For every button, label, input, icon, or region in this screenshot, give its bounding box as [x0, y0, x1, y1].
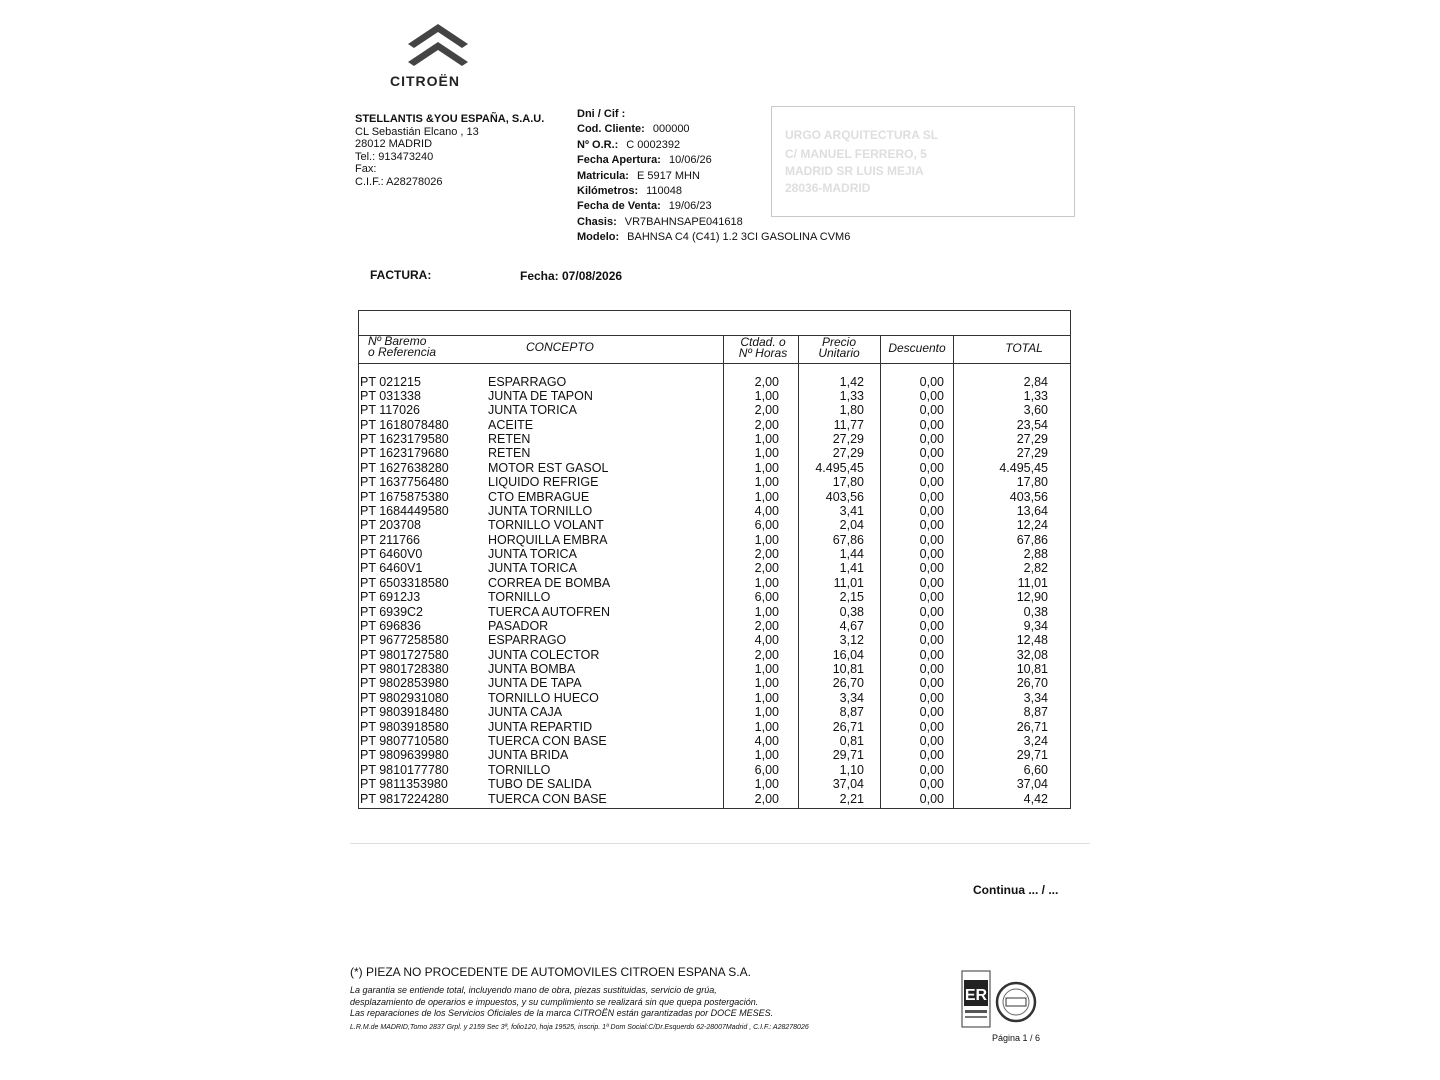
cell-concepto: RETEN: [488, 446, 531, 461]
cell-discount: 0,00: [919, 791, 944, 806]
cell-price: 37,04: [832, 777, 864, 792]
invoice-label: FACTURA:: [370, 268, 432, 282]
company-tel: Tel.: 913473240: [355, 150, 434, 163]
cell-price: 3,34: [839, 690, 864, 705]
cell-ref: PT 9807710580: [360, 734, 449, 748]
company-block: [355, 113, 544, 188]
cell-qty: 1,00: [754, 575, 779, 590]
cell-ref: PT 031338: [360, 388, 421, 403]
citroen-chevrons-logo: [404, 18, 472, 70]
cell-concepto: TORNILLO HUECO: [488, 690, 599, 705]
cell-ref: PT 1675875380: [360, 489, 449, 504]
cell-qty: 2,00: [754, 791, 779, 806]
cell-concepto: JUNTA DE TAPA: [488, 676, 582, 691]
cell-total: 12,48: [1016, 633, 1048, 648]
header-qty: Ctdad. o Nº Horas: [738, 335, 788, 360]
cell-discount: 0,00: [919, 719, 944, 734]
header-total: TOTAL: [1005, 341, 1043, 355]
cell-discount: 0,00: [919, 374, 944, 389]
cell-total: 9,34: [1023, 618, 1048, 633]
cell-concepto: JUNTA BOMBA: [488, 662, 576, 677]
cell-qty: 1,00: [754, 662, 779, 677]
cell-concepto: TORNILLO: [488, 590, 551, 605]
client-contact: MADRID SR LUIS MEJIA: [785, 164, 924, 178]
company-name: STELLANTIS &YOU ESPAÑA, S.A.U.: [355, 113, 545, 125]
cell-discount: 0,00: [919, 690, 944, 705]
divider: [350, 843, 1090, 844]
cell-ref: PT 9803918480: [360, 705, 449, 720]
cell-discount: 0,00: [919, 662, 944, 677]
cell-ref: PT 9801727580: [360, 647, 449, 662]
cell-total: 3,24: [1023, 734, 1048, 748]
cell-discount: 0,00: [919, 676, 944, 691]
cell-concepto: JUNTA TORICA: [488, 403, 577, 418]
cell-concepto: CORREA DE BOMBA: [488, 575, 611, 590]
cell-price: 2,04: [839, 518, 864, 533]
cell-qty: 1,00: [754, 705, 779, 720]
cell-price: 0,81: [839, 734, 864, 748]
table-row: [360, 633, 1060, 647]
cell-price: 17,80: [832, 475, 864, 490]
cell-ref: PT 1623179680: [360, 446, 449, 461]
info-km: Kilómetros: 110048: [577, 185, 683, 198]
cell-ref: PT 1684449580: [360, 503, 449, 518]
cell-concepto: ESPARRAGO: [488, 374, 567, 389]
cell-qty: 1,00: [754, 489, 779, 504]
continua-note: Continua ... / ...: [973, 883, 1059, 897]
cell-price: 1,41: [839, 561, 864, 576]
cell-concepto: JUNTA TORICA: [488, 561, 577, 576]
table-row: [360, 561, 1060, 575]
table-row: [360, 720, 1060, 734]
cell-ref: PT 6503318580: [360, 575, 449, 590]
info-venta: Fecha de Venta: 19/06/23: [577, 200, 712, 213]
table-row: [360, 748, 1060, 762]
cell-concepto: TORNILLO: [488, 762, 551, 777]
cell-qty: 1,00: [754, 676, 779, 691]
col-rule: [358, 335, 359, 363]
cell-ref: PT 6460V0: [360, 547, 423, 562]
cell-qty: 4,00: [754, 734, 779, 748]
cell-concepto: LIQUIDO REFRIGE: [488, 475, 599, 490]
cell-price: 10,81: [832, 662, 864, 677]
cell-total: 11,01: [1017, 575, 1048, 590]
table-row: [360, 490, 1060, 504]
aenor-certification-icon: [961, 970, 991, 1028]
cell-concepto: PASADOR: [488, 618, 549, 633]
cell-ref: PT 1618078480: [360, 417, 449, 432]
client-city: 28036-MADRID: [785, 181, 871, 195]
cell-total: 37,04: [1016, 777, 1048, 792]
cell-concepto: JUNTA TORICA: [488, 547, 577, 562]
table-row: [360, 403, 1060, 417]
cell-price: 11,77: [833, 417, 864, 432]
cell-concepto: RETEN: [488, 432, 531, 447]
table-row: [360, 792, 1060, 806]
cell-total: 4.495,45: [999, 460, 1048, 475]
brand-name: CITROËN: [390, 73, 460, 89]
header-discount: Descuento: [888, 341, 946, 355]
cell-qty: 2,00: [754, 561, 779, 576]
cell-total: 17,80: [1016, 475, 1048, 490]
table-row: [360, 389, 1060, 403]
header-concepto: CONCEPTO: [526, 340, 594, 354]
cell-discount: 0,00: [919, 647, 944, 662]
cell-concepto: JUNTA COLECTOR: [488, 647, 600, 662]
cell-discount: 0,00: [919, 748, 944, 763]
cell-qty: 1,00: [754, 460, 779, 475]
cell-discount: 0,00: [919, 590, 944, 605]
cell-discount: 0,00: [919, 547, 944, 562]
cell-ref: PT 9811353980: [360, 777, 448, 792]
company-address: CL Sebastián Elcano , 13: [355, 125, 479, 138]
cell-concepto: JUNTA REPARTID: [488, 719, 593, 734]
cell-discount: 0,00: [919, 734, 944, 748]
cell-price: 27,29: [832, 432, 864, 447]
cell-price: 29,71: [832, 748, 864, 763]
cell-ref: PT 696836: [360, 618, 421, 633]
cell-qty: 6,00: [754, 762, 779, 777]
garantia-text: La garantia se entiende total, incluyendo mano de obra, piezas sustituidas, servicio de grúa, desplazamiento de operarios e impuestos, y su cumplimiento se realizará sin que quepa postergación. Las reparaciones de los Servicios Oficiales de la marca CITROËN están garantizadas por DOCE MESES.: [350, 985, 774, 1018]
cell-ref: PT 117026: [360, 403, 421, 418]
table-header-bottom-rule: [358, 363, 1071, 364]
cell-price: 4.495,45: [815, 460, 864, 475]
table-row: [360, 461, 1060, 475]
table-row: [360, 619, 1060, 633]
table-row: [360, 504, 1060, 518]
cell-discount: 0,00: [919, 518, 944, 533]
cell-total: 2,82: [1023, 561, 1048, 576]
cell-ref: PT 9801728380: [360, 662, 449, 677]
table-row: [360, 576, 1060, 590]
cell-total: 23,54: [1016, 417, 1048, 432]
cell-qty: 4,00: [754, 503, 779, 518]
cell-discount: 0,00: [919, 633, 944, 648]
pieza-note: (*) PIEZA NO PROCEDENTE DE AUTOMOVILES CITROEN ESPANA S.A.: [350, 965, 751, 979]
cell-qty: 1,00: [754, 432, 779, 447]
cell-price: 8,87: [839, 705, 864, 720]
iqnet-certification-icon: [995, 981, 1037, 1023]
cell-qty: 1,00: [754, 690, 779, 705]
cell-total: 26,70: [1016, 676, 1048, 691]
cell-discount: 0,00: [919, 475, 944, 490]
header-price: Precio Unitario: [818, 335, 860, 360]
cell-discount: 0,00: [919, 503, 944, 518]
cell-price: 2,15: [839, 590, 864, 605]
cell-ref: PT 9802931080: [360, 690, 449, 705]
table-row: [360, 518, 1060, 532]
cell-discount: 0,00: [919, 575, 944, 590]
info-chasis: Chasis: VR7BAHNSAPE041618: [577, 215, 743, 228]
cell-total: 6,60: [1023, 762, 1048, 777]
cell-ref: PT 1637756480: [360, 475, 449, 490]
table-row: [360, 547, 1060, 561]
cell-price: 4,67: [839, 618, 864, 633]
table-row: [360, 446, 1060, 460]
cell-ref: PT 6460V1: [360, 561, 423, 576]
cell-total: 2,88: [1023, 547, 1048, 562]
cell-concepto: TUBO DE SALIDA: [488, 777, 592, 792]
cell-price: 3,12: [839, 633, 864, 648]
cell-concepto: TORNILLO VOLANT: [488, 518, 604, 533]
cell-ref: PT 9809639980: [360, 748, 449, 763]
cell-price: 16,04: [832, 647, 864, 662]
cell-price: 1,33: [839, 388, 864, 403]
table-row: [360, 605, 1060, 619]
table-row: [360, 648, 1060, 662]
cell-ref: PT 021215: [360, 374, 421, 389]
cell-concepto: ACEITE: [488, 417, 534, 432]
cell-total: 10,81: [1016, 662, 1048, 677]
registro-mercantil: L.R.M.de MADRID,Tomo 2837 Grpl. y 2159 Sec 3ª, folio120, hoja 19525, inscrip. 1ª Dom Social:C/Dr.Esquerdo 62-28007Madrid , C.I.F.: A28278026: [350, 1024, 809, 1031]
cell-discount: 0,00: [919, 388, 944, 403]
table-row: [360, 432, 1060, 446]
cell-price: 403,56: [825, 489, 864, 504]
cell-qty: 1,00: [754, 475, 779, 490]
cell-qty: 1,00: [754, 604, 779, 619]
cell-discount: 0,00: [919, 705, 944, 720]
cell-concepto: ESPARRAGO: [488, 633, 567, 648]
cell-ref: PT 203708: [360, 518, 421, 533]
info-or: Nº O.R.: C 0002392: [577, 138, 681, 151]
cell-qty: 4,00: [754, 633, 779, 648]
cell-discount: 0,00: [919, 489, 944, 504]
cell-qty: 1,00: [754, 446, 779, 461]
cell-concepto: JUNTA TORNILLO: [488, 503, 593, 518]
cell-concepto: CTO EMBRAGUE: [488, 489, 590, 504]
table-row: [360, 676, 1060, 690]
info-cliente: Cod. Cliente: 000000: [577, 123, 690, 136]
cell-concepto: TUERCA AUTOFREN: [488, 604, 611, 619]
cell-qty: 1,00: [754, 777, 779, 792]
cell-concepto: HORQUILLA EMBRA: [488, 532, 608, 547]
cell-discount: 0,00: [919, 460, 944, 475]
table-row: [360, 475, 1060, 489]
table-row: [360, 375, 1060, 389]
page-number: Página 1 / 6: [992, 1033, 1041, 1043]
company-fax: Fax:: [355, 163, 377, 175]
cell-total: 2,84: [1023, 374, 1048, 389]
cell-total: 29,71: [1016, 748, 1048, 763]
cell-total: 12,90: [1016, 590, 1048, 605]
cell-price: 11,01: [833, 575, 864, 590]
cell-ref: PT 6912J3: [360, 590, 421, 605]
cell-total: 3,60: [1023, 403, 1048, 418]
info-modelo: Modelo: BAHNSA C4 (C41) 1.2 3CI GASOLINA CVM6: [577, 231, 851, 244]
table-row: [360, 590, 1060, 604]
cell-concepto: JUNTA BRIDA: [488, 748, 569, 763]
info-apertura: Fecha Apertura: 10/06/26: [577, 154, 712, 167]
cell-qty: 6,00: [754, 590, 779, 605]
info-dni: Dni / Cif :: [577, 108, 626, 120]
table-row: [360, 662, 1060, 676]
cell-concepto: JUNTA CAJA: [488, 705, 563, 720]
cell-ref: PT 6939C2: [360, 604, 424, 619]
cell-qty: 1,00: [754, 532, 779, 547]
cell-discount: 0,00: [919, 777, 944, 792]
cell-ref: PT 1627638280: [360, 460, 449, 475]
cell-ref: PT 9810177780: [360, 762, 449, 777]
cell-price: 27,29: [832, 446, 864, 461]
cell-total: 3,34: [1023, 690, 1048, 705]
cell-total: 32,08: [1016, 647, 1048, 662]
cell-qty: 6,00: [754, 518, 779, 533]
cell-price: 1,80: [839, 403, 864, 418]
cell-qty: 2,00: [754, 417, 779, 432]
cell-qty: 1,00: [754, 388, 779, 403]
cell-price: 1,42: [839, 374, 864, 389]
cell-total: 13,64: [1016, 503, 1048, 518]
cell-total: 67,86: [1016, 532, 1048, 547]
info-matricula: Matricula: E 5917 MHN: [577, 169, 700, 182]
company-city: 28012 MADRID: [355, 138, 433, 150]
cell-total: 27,29: [1016, 432, 1048, 447]
header-ref: Nº Baremo o Referencia: [368, 334, 437, 359]
cell-total: 27,29: [1016, 446, 1048, 461]
cell-ref: PT 9803918580: [360, 719, 449, 734]
cell-price: 26,71: [832, 719, 864, 734]
cell-total: 1,33: [1023, 388, 1048, 403]
cell-price: 2,21: [839, 791, 864, 806]
cell-discount: 0,00: [919, 762, 944, 777]
cell-ref: PT 9677258580: [360, 633, 449, 648]
cell-total: 26,71: [1016, 719, 1048, 734]
cell-price: 3,41: [839, 503, 864, 518]
table-row: [360, 777, 1060, 791]
cell-discount: 0,00: [919, 604, 944, 619]
cell-discount: 0,00: [919, 432, 944, 447]
client-name: URGO ARQUITECTURA SL: [785, 128, 939, 142]
table-row: [360, 418, 1060, 432]
svg-text:ER: ER: [964, 987, 988, 1004]
cell-ref: PT 1623179580: [360, 432, 449, 447]
client-street: C/ MANUEL FERRERO, 5: [785, 147, 927, 161]
table-row: [360, 734, 1060, 748]
cell-price: 1,10: [839, 762, 864, 777]
client-address-box: [771, 106, 1075, 217]
cell-price: 26,70: [832, 676, 864, 691]
cell-price: 0,38: [839, 604, 864, 619]
table-row: [360, 763, 1060, 777]
cell-concepto: TUERCA CON BASE: [488, 734, 607, 748]
cell-discount: 0,00: [919, 446, 944, 461]
cell-total: 8,87: [1023, 705, 1048, 720]
cell-concepto: JUNTA DE TAPON: [488, 388, 593, 403]
cell-qty: 2,00: [754, 374, 779, 389]
cell-qty: 2,00: [754, 618, 779, 633]
cell-discount: 0,00: [919, 561, 944, 576]
cell-ref: PT 9817224280: [360, 791, 449, 806]
cell-concepto: MOTOR EST GASOL: [488, 460, 609, 475]
cell-total: 12,24: [1016, 518, 1048, 533]
cell-qty: 2,00: [754, 547, 779, 562]
cell-discount: 0,00: [919, 618, 944, 633]
cell-ref: PT 211766: [360, 532, 421, 547]
cell-qty: 1,00: [754, 748, 779, 763]
invoice-date: Fecha: 07/08/2026: [520, 269, 623, 283]
cell-ref: PT 9802853980: [360, 676, 449, 691]
table-row: [360, 533, 1060, 547]
cell-qty: 2,00: [754, 647, 779, 662]
cell-discount: 0,00: [919, 403, 944, 418]
cell-concepto: TUERCA CON BASE: [488, 791, 607, 806]
cell-qty: 2,00: [754, 403, 779, 418]
cell-qty: 1,00: [754, 719, 779, 734]
cell-price: 1,44: [839, 547, 864, 562]
cell-total: 403,56: [1009, 489, 1048, 504]
company-cif: C.I.F.: A28278026: [355, 175, 443, 188]
table-row: [360, 705, 1060, 719]
cell-total: 4,42: [1023, 791, 1048, 806]
cell-discount: 0,00: [919, 417, 944, 432]
cell-price: 67,86: [832, 532, 864, 547]
table-row: [360, 691, 1060, 705]
cell-discount: 0,00: [919, 532, 944, 547]
table-header-top-rule: [358, 335, 1071, 336]
cell-total: 0,38: [1023, 604, 1048, 619]
